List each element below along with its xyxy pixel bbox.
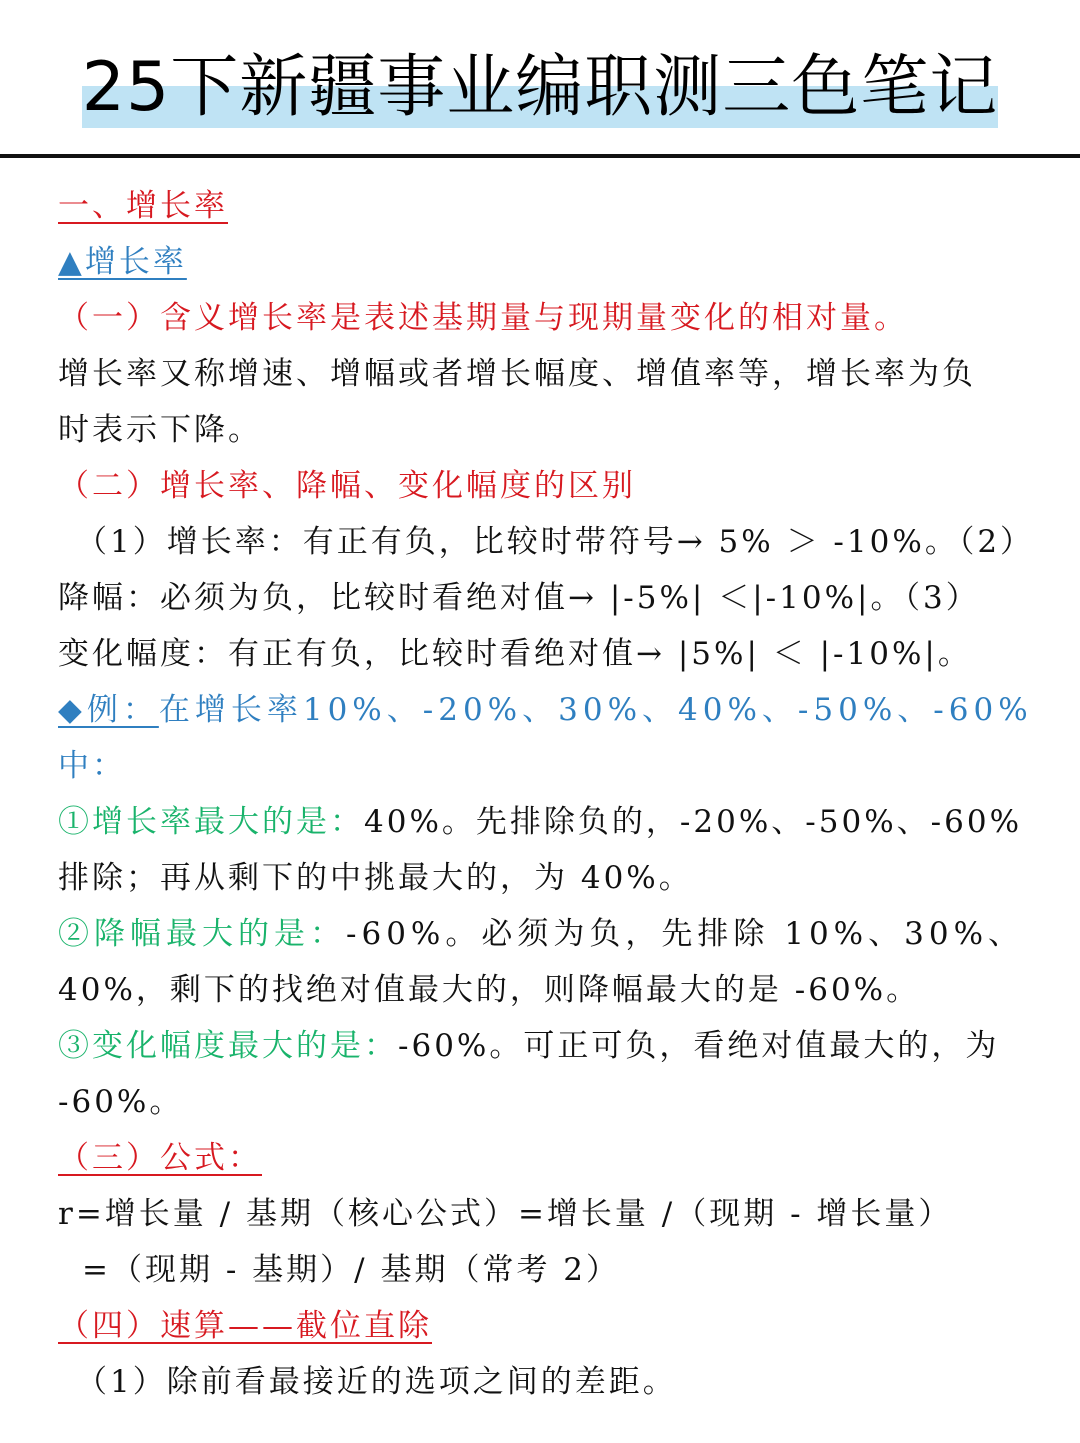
part2-line: 降幅：必须为负，比较时看绝对值→ |-5%| ＜|-10%|。（3）: [58, 580, 980, 616]
example-text: 在增长率10%、-20%、30%、40%、-50%、-60%: [158, 692, 1033, 728]
question-line: [58, 906, 1033, 962]
question-label: ①增长率最大的是：: [58, 804, 364, 840]
example-line: 中：: [58, 748, 126, 784]
subheading: [58, 234, 1033, 290]
section-heading: 一、增长率: [58, 188, 228, 224]
part1-heading: （一）含义增长率是表述基期量与现期量变化的相对量。: [58, 300, 908, 336]
part1-text-line: 增长率又称增速、增幅或者增长幅度、增值率等，增长率为负: [58, 356, 976, 392]
part4-heading-text: （四）速算——截位直除: [58, 1308, 432, 1344]
example-line: [58, 682, 1033, 738]
question-line: 40%，剩下的找绝对值最大的，则降幅最大的是 -60%。: [58, 972, 921, 1008]
subheading-text: ▲增长率: [58, 244, 187, 280]
question-label: ③变化幅度最大的是：: [58, 1028, 398, 1064]
question-line: -60%。: [58, 1084, 184, 1120]
question-answer: -60%。可正可负，看绝对值最大的，为: [398, 1028, 1000, 1064]
question-answer: -60%。必须为负，先排除 10%、30%、: [346, 916, 1025, 952]
page-title: 25下新疆事业编职测三色笔记: [81, 48, 999, 127]
question-label: ②降幅最大的是：: [58, 916, 346, 952]
notes-body: [58, 178, 1033, 1410]
question-line: 排除；再从剩下的中挑最大的，为 40%。: [58, 860, 693, 896]
question-answer: 40%。先排除负的，-20%、-50%、-60%: [364, 804, 1023, 840]
part3-heading-text: （三）公式：: [58, 1140, 262, 1176]
part4-heading: [58, 1298, 1033, 1354]
example-label: ◆例：: [58, 692, 159, 728]
part1-text-line: 时表示下降。: [58, 412, 262, 448]
part2-heading: （二）增长率、降幅、变化幅度的区别: [58, 468, 636, 504]
header-divider: [0, 154, 1080, 158]
question-line: [58, 1018, 1033, 1074]
part2-line: 变化幅度：有正有负，比较时看绝对值→ |5%| ＜ |-10%|。: [58, 636, 972, 672]
part3-heading: [58, 1130, 1033, 1186]
formula-line: r=增长量 / 基期（核心公式）=增长量 /（现期 - 增长量）: [58, 1196, 953, 1232]
question-line: [58, 794, 1033, 850]
part2-line: （1）增长率：有正有负，比较时带符号→ 5% ＞ -10%。（2）: [76, 524, 1035, 560]
part4-line: （1）除前看最接近的选项之间的差距。: [76, 1364, 677, 1400]
header: [0, 0, 1080, 158]
formula-line: =（现期 - 基期）/ 基期（常考 2）: [82, 1252, 621, 1288]
